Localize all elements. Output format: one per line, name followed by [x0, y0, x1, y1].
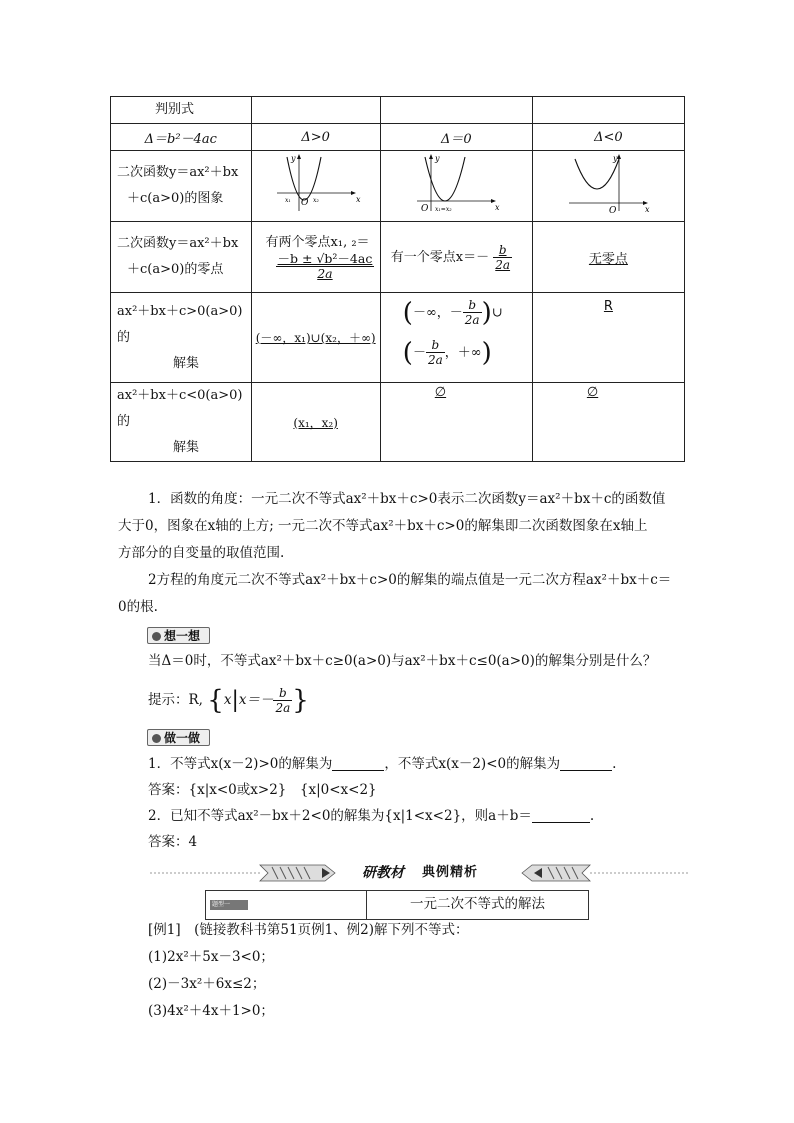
table-cell: [532, 97, 684, 124]
table-cell: [532, 293, 684, 383]
think-tag: [147, 627, 210, 644]
note-line: 0的根.: [118, 599, 158, 615]
y-label: y: [613, 154, 618, 163]
table-row: [111, 124, 685, 151]
example-item: (3)4x²＋4x＋1>0；: [148, 1003, 274, 1019]
row-label-line: ax²＋bx＋c>0(a>0)的: [117, 303, 243, 345]
union-symbol: ∪: [491, 305, 503, 320]
y-axis-arrow: [617, 154, 621, 159]
x12-label: x₁=x₂: [435, 206, 452, 213]
fraction-denominator: 2a: [427, 353, 443, 367]
interval-fraction: [426, 338, 445, 367]
section-chip: 题型一: [210, 900, 248, 910]
origin-label: O: [609, 206, 617, 215]
doit-answer-1: 答案：{x|x<0或x>2} {x|0<x<2}: [148, 782, 377, 798]
interval-fraction: [463, 298, 482, 327]
fraction-numerator: b: [463, 298, 482, 313]
think-hint: 提示：R, {x|x＝－ $\frac{b}{2a}$ }: [148, 685, 309, 716]
section-header: [205, 890, 589, 920]
triangle-down-icon: [152, 734, 161, 743]
interval-text: －∞，－: [412, 305, 463, 320]
parabola-curve: [287, 157, 321, 200]
x-label: x: [645, 205, 650, 214]
gt-solution-all-reals: R: [603, 299, 613, 314]
note-line: 方部分的自变量的取值范围.: [118, 545, 285, 561]
gt-interval-left: (－∞，－ $\frac{b}{2a}$ )∪: [402, 297, 503, 328]
table-cell: [380, 97, 532, 124]
doit-question-1: [148, 754, 616, 774]
table-cell: (x₁，x₂): [251, 383, 380, 462]
row-label-line: 二次函数y＝ax²＋bx: [117, 236, 239, 251]
table-cell: Δ>0: [251, 124, 380, 151]
table-cell: [111, 151, 252, 222]
parabola-one-root-graph: [411, 153, 501, 215]
formula-denominator: 2a: [317, 265, 333, 281]
x-label: x: [355, 195, 361, 204]
row-label-line: 二次函数y＝ax²＋bx: [117, 165, 239, 180]
table-cell: [380, 222, 532, 293]
note-line: 2方程的角度元二次不等式ax²＋bx＋c>0的解集的端点值是一元二次方程ax²＋bx＋c＝: [148, 572, 672, 588]
interval-text: －: [412, 345, 426, 360]
interval-text: ，＋∞: [444, 345, 482, 360]
zero-one-root-label: 有一个零点x＝－: [390, 249, 490, 265]
y-axis-arrow: [297, 154, 301, 159]
table-cell: Δ＝0: [380, 124, 532, 151]
y-label: y: [435, 154, 440, 163]
question-text: ，不等式x(x－2)<0的解集为: [384, 756, 561, 772]
fraction-numerator: b: [426, 338, 445, 353]
triangle-down-icon: [152, 632, 161, 641]
question-text: .: [589, 808, 595, 824]
y-axis-arrow: [429, 154, 433, 159]
doit-answer-2: 答案：4: [148, 834, 198, 850]
origin-label: O: [421, 204, 429, 214]
table-cell: [380, 383, 532, 462]
x-label: x: [495, 203, 500, 212]
row-label-line: 解集: [173, 440, 200, 455]
zero-two-roots-label: 有两个零点x₁, ₂＝: [265, 234, 370, 250]
set-condition: x＝－: [238, 692, 274, 708]
answer-blank: [532, 808, 590, 823]
y-label: y: [290, 154, 296, 163]
table-row: [111, 383, 685, 462]
x1-label: x₁: [284, 197, 291, 204]
parabola-no-root-graph: [563, 153, 653, 215]
zero-two-roots-formula: [276, 252, 375, 281]
table-cell: 无零点: [532, 222, 684, 293]
zero-one-root-fraction: [493, 243, 512, 272]
origin-label: O: [300, 198, 309, 208]
table-cell: [532, 383, 684, 462]
table-cell: [111, 222, 252, 293]
table-cell: 判别式: [111, 97, 252, 124]
section-title: 一元二次不等式的解法: [410, 896, 545, 912]
banner-subtitle: 典例精析: [422, 865, 479, 880]
table-cell: Δ<0: [532, 124, 684, 151]
fraction-denominator: 2a: [495, 257, 511, 272]
table-cell: [251, 97, 380, 124]
think-question: 当Δ＝0时，不等式ax²＋bx＋c≥0(a>0)与ax²＋bx＋c≤0(a>0)的解集分别是什么？: [148, 653, 657, 669]
lt-solution-empty: ∅: [434, 385, 447, 400]
table-cell: (－∞，x₁)∪(x₂，＋∞): [251, 293, 380, 383]
table-cell: [380, 293, 532, 383]
table-cell: [251, 151, 380, 222]
x2-label: x₂: [312, 197, 319, 204]
row-label-line: 解集: [173, 355, 200, 371]
discriminant-table: [110, 96, 685, 462]
gt-interval-right: (－ $\frac{b}{2a}$ ，＋∞): [402, 337, 492, 368]
table-cell: [532, 151, 684, 222]
fraction-denominator: 2a: [275, 701, 291, 715]
table-cell: Δ＝b²－4ac: [111, 124, 252, 151]
hint-fraction: [273, 686, 292, 715]
fraction-denominator: 2a: [464, 313, 480, 327]
formula-numerator: －b ± √b²－4ac: [277, 250, 373, 266]
doit-tag-label: 做一做: [164, 731, 201, 745]
example-intro: [例1] (链接教科书第51页例1、例2)解下列不等式：: [148, 922, 469, 938]
lt-solution-empty: ∅: [586, 385, 599, 400]
parabola-two-roots-graph: [271, 153, 361, 215]
doit-question-2: [148, 806, 594, 826]
banner-decoration: [150, 863, 690, 883]
row-label-line: ＋c(a>0)的图象: [127, 191, 224, 206]
parabola-curve: [575, 159, 619, 189]
question-text: 1．不等式x(x－2)>0的解集为: [148, 756, 333, 772]
fraction-numerator: b: [493, 243, 512, 258]
doit-tag: [147, 729, 210, 746]
table-cell: [111, 383, 252, 462]
section-banner: [150, 863, 690, 883]
table-row: [111, 151, 685, 222]
set-var: x: [223, 692, 232, 708]
note-equation-angle: [118, 567, 678, 621]
table-row: [111, 293, 685, 383]
note-line: 大于0，图象在x轴的上方; 一元二次不等式ax²＋bx＋c>0的解集即二次函数图象在x轴上: [118, 518, 648, 534]
table-cell: [380, 151, 532, 222]
answer-blank: [560, 756, 612, 771]
example-item: (2)－3x²＋6x≤2；: [148, 976, 266, 992]
table-cell: [251, 222, 380, 293]
table-row: [111, 222, 685, 293]
example-item: (1)2x²＋5x－3<0；: [148, 949, 274, 965]
section-chip-area: [206, 891, 367, 919]
note-function-angle: [118, 486, 678, 567]
banner-title: 研教材: [362, 865, 404, 881]
fraction-numerator: b: [273, 686, 292, 701]
think-tag-label: 想一想: [164, 629, 201, 643]
note-line: 1．函数的角度：一元二次不等式ax²＋bx＋c>0表示二次函数y＝ax²＋bx＋c的函数值: [148, 491, 666, 507]
table-cell: [111, 293, 252, 383]
hint-prefix: 提示：R,: [148, 692, 203, 708]
answer-blank: [332, 756, 384, 771]
table-row: [111, 97, 685, 124]
row-label-line: ax²＋bx＋c<0(a>0)的: [117, 388, 243, 429]
question-text: 2．已知不等式ax²－bx＋2<0的解集为{x|1<x<2}，则a＋b＝: [148, 808, 532, 824]
row-label-line: ＋c(a>0)的零点: [127, 262, 224, 277]
question-text: .: [612, 756, 617, 772]
